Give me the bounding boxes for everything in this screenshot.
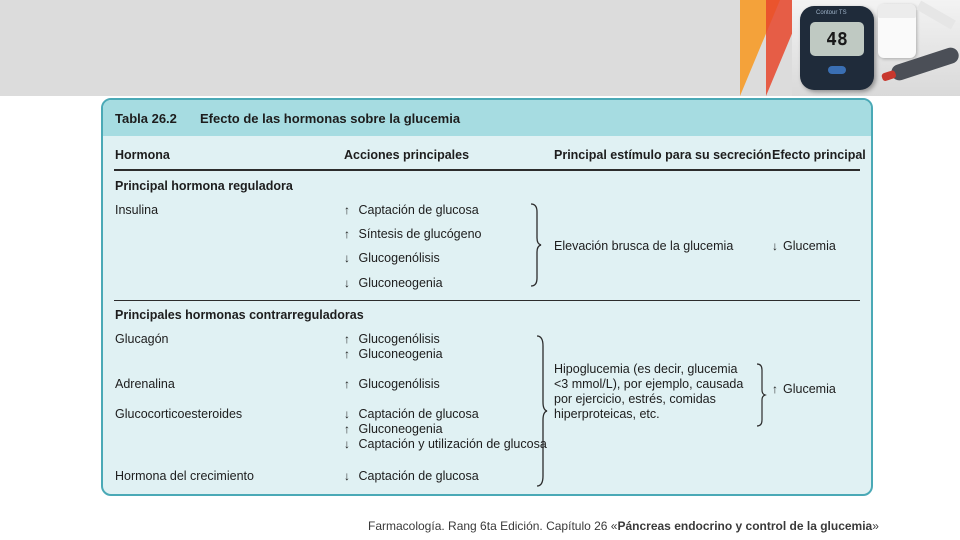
header-rule — [114, 169, 860, 171]
action-row: ↓ Gluconeogenia — [344, 276, 443, 290]
action-row: ↑ Captación de glucosa — [344, 203, 479, 217]
hormone-crecimiento: Hormona del crecimiento — [115, 469, 254, 483]
action-row: ↑ Gluconeogenia — [344, 422, 443, 436]
action-row: ↑ Glucogenólisis — [344, 332, 440, 346]
action-row: ↓ Captación y utilización de glucosa — [344, 437, 547, 451]
hormone-glucocorticoesteroides: Glucocorticoesteroides — [115, 407, 243, 421]
table-title: Efecto de las hormonas sobre la glucemia — [200, 111, 461, 126]
glucometer — [800, 6, 874, 90]
citation-footer: Farmacología. Rang 6ta Edición. Capítulo 26 «Páncreas endocrino y control de la glucemia» — [368, 519, 879, 533]
section-title-contrarreguladoras: Principales hormonas contrarreguladoras — [115, 308, 364, 322]
table-number: Tabla 26.2 — [115, 111, 177, 126]
strip-bottle — [878, 4, 916, 58]
up-arrow-icon: ↑ — [344, 332, 350, 346]
bracket-reguladora — [529, 202, 543, 288]
stimulus-contrarreguladoras: Hipoglucemia (es decir, glucemia <3 mmol/L), por ejemplo, causada por ejercicio, estrés, comidas hiperproteicas, etc. — [554, 362, 744, 421]
up-arrow-icon: ↑ — [344, 377, 350, 391]
down-arrow-icon: ↓ — [344, 407, 350, 421]
section-title-reguladora: Principal hormona reguladora — [115, 179, 293, 193]
up-arrow-icon: ↑ — [772, 382, 778, 396]
hormone-table — [101, 98, 873, 496]
action-row: ↓ Captación de glucosa — [344, 469, 479, 483]
section-rule — [114, 300, 860, 301]
effect-reguladora: ↓ Glucemia — [772, 239, 836, 253]
effect-contrarreguladoras: ↑ Glucemia — [772, 382, 836, 396]
bracket-effect — [755, 362, 767, 428]
glucometer-photo — [740, 0, 960, 96]
up-arrow-icon: ↑ — [344, 422, 350, 436]
hormone-adrenalina: Adrenalina — [115, 377, 175, 391]
action-row: ↓ Glucogenólisis — [344, 251, 440, 265]
up-arrow-icon: ↑ — [344, 227, 350, 241]
column-header-efecto: Efecto principal — [772, 148, 866, 162]
meter-brand: Contour TS — [816, 10, 847, 16]
chapter-title: Páncreas endocrino y control de la glucemia — [617, 519, 873, 533]
down-arrow-icon: ↓ — [344, 276, 350, 290]
meter-screen: 48 — [810, 22, 864, 56]
bracket-contrarreguladoras — [535, 334, 549, 488]
down-arrow-icon: ↓ — [344, 437, 350, 451]
column-header-estimulo: Principal estímulo para su secreción — [554, 148, 772, 162]
meter-button — [828, 66, 846, 74]
table-header-bar — [103, 100, 871, 136]
action-row: ↓ Captación de glucosa — [344, 407, 479, 421]
hormone-insulina: Insulina — [115, 203, 159, 217]
down-arrow-icon: ↓ — [344, 251, 350, 265]
down-arrow-icon: ↓ — [772, 239, 778, 253]
action-row: ↑ Glucogenólisis — [344, 377, 440, 391]
hormone-glucagon: Glucagón — [115, 332, 169, 346]
action-row: ↑ Gluconeogenia — [344, 347, 443, 361]
column-header-acciones: Acciones principales — [344, 148, 470, 162]
column-header-hormona: Hormona — [115, 148, 170, 162]
up-arrow-icon: ↑ — [344, 347, 350, 361]
down-arrow-icon: ↓ — [344, 469, 350, 483]
action-row: ↑ Síntesis de glucógeno — [344, 227, 482, 241]
up-arrow-icon: ↑ — [344, 203, 350, 217]
stimulus-reguladora: Elevación brusca de la glucemia — [554, 239, 734, 253]
